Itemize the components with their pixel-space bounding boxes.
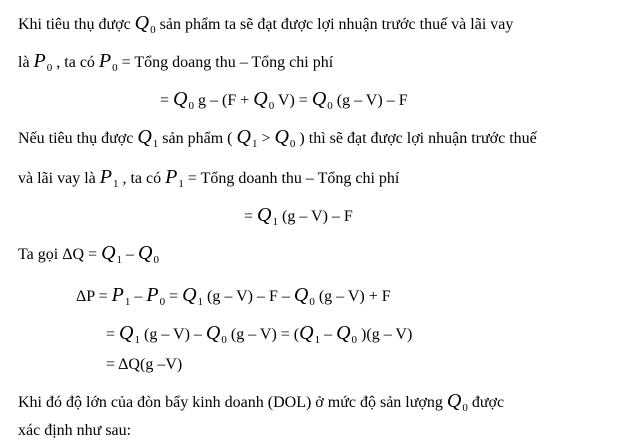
- math-var: Q: [446, 390, 462, 412]
- text: =: [106, 326, 120, 343]
- text: Khi đó độ lớn của đòn bẩy kinh doanh (DOL) ở mức độ sản lượng: [18, 394, 447, 411]
- math-var: Q: [293, 284, 309, 306]
- math-subscript: 0: [188, 100, 194, 112]
- math-subscript: 1: [314, 334, 321, 346]
- text: sản phẩm ta sẽ đạt được lợi nhuận trước thuế và lãi vay: [155, 16, 514, 33]
- text: >: [257, 130, 275, 147]
- math-subscript: 0: [462, 402, 468, 414]
- text: –: [320, 326, 337, 343]
- paragraph-line-5: [18, 242, 159, 267]
- paragraph-line-6: [18, 390, 504, 415]
- math-var: Q: [137, 126, 152, 148]
- math-subscript: 0: [112, 62, 118, 74]
- text: = ΔQ(g –V): [106, 356, 183, 373]
- math-var: P: [111, 284, 124, 306]
- text: =: [165, 288, 183, 305]
- text: (g – V) –: [139, 326, 206, 343]
- text: Ta gọi ΔQ =: [18, 246, 102, 263]
- math-subscript: 0: [327, 100, 333, 112]
- text: (g – V) – F –: [203, 288, 294, 305]
- math-var: Q: [299, 322, 314, 344]
- text: ) thì sẽ đạt được lợi nhuận trước thuế: [295, 130, 537, 147]
- math-var: Q: [101, 242, 116, 264]
- math-var: Q: [134, 12, 150, 34]
- math-subscript: 1: [272, 216, 278, 228]
- equation-line-5: [106, 354, 182, 376]
- math-subscript: 1: [178, 178, 184, 190]
- text: = Tổng doang thu – Tổng chi phí: [117, 54, 334, 71]
- math-subscript: 1: [251, 138, 258, 150]
- text: =: [244, 208, 258, 225]
- math-subscript: 0: [289, 138, 296, 150]
- text: ΔP =: [76, 288, 112, 305]
- math-var: Q: [236, 126, 251, 148]
- equation-line-3: [76, 284, 391, 309]
- math-subscript: 0: [268, 100, 275, 112]
- math-subscript: 0: [309, 296, 315, 308]
- text: –: [130, 288, 147, 305]
- text: )(g – V): [357, 326, 413, 343]
- math-var: Q: [253, 88, 268, 110]
- text: sản phẩm (: [158, 130, 237, 147]
- math-var: Q: [138, 242, 153, 264]
- math-subscript: 1: [197, 296, 204, 308]
- equation-line-1: [160, 88, 408, 113]
- math-var: Q: [336, 322, 351, 344]
- text: –: [122, 246, 139, 263]
- math-var: Q: [173, 88, 188, 110]
- text: (g – V) = (: [226, 326, 300, 343]
- math-subscript: 0: [221, 334, 227, 346]
- math-var: Q: [274, 126, 289, 148]
- math-subscript: 0: [150, 24, 156, 36]
- math-subscript: 0: [159, 296, 166, 308]
- paragraph-line-2: [18, 50, 333, 75]
- text: Khi tiêu thụ được: [18, 16, 135, 33]
- text: V) =: [274, 92, 312, 109]
- paragraph-line-3: [18, 126, 537, 151]
- math-subscript: 1: [112, 178, 119, 190]
- text: là: [18, 54, 34, 71]
- math-var: Q: [205, 322, 221, 344]
- math-var: P: [33, 50, 46, 72]
- text: (g – V) – F: [277, 208, 353, 225]
- text: , ta có: [118, 170, 166, 187]
- math-subscript: 0: [46, 62, 53, 74]
- paragraph-line-7: [18, 420, 131, 442]
- text: xác định như sau:: [18, 422, 132, 439]
- math-var: Q: [182, 284, 197, 306]
- text: được: [467, 394, 505, 411]
- math-subscript: 0: [351, 334, 358, 346]
- paragraph-line-1: [18, 12, 513, 37]
- math-subscript: 1: [134, 334, 140, 346]
- math-var: Q: [119, 322, 134, 344]
- math-var: Q: [257, 204, 272, 226]
- text: , ta có: [52, 54, 99, 71]
- math-var: P: [165, 166, 178, 188]
- paragraph-line-4: [18, 166, 399, 191]
- equation-line-2: [244, 204, 353, 229]
- text: và lãi vay là: [18, 170, 100, 187]
- math-var: Q: [311, 88, 327, 110]
- math-subscript: 1: [116, 254, 123, 266]
- math-var: P: [99, 166, 112, 188]
- text: (g – V) + F: [314, 288, 391, 305]
- math-subscript: 1: [124, 296, 131, 308]
- text: =: [160, 92, 174, 109]
- equation-line-4: [106, 322, 412, 347]
- math-subscript: 1: [152, 138, 159, 150]
- math-var: P: [98, 50, 112, 72]
- text: = Tổng doanh thu – Tổng chi phí: [183, 170, 400, 187]
- text: (g – V) – F: [332, 92, 408, 109]
- text: Nếu tiêu thụ được: [18, 130, 138, 147]
- text: g – (F +: [193, 92, 254, 109]
- math-subscript: 0: [153, 254, 159, 266]
- math-var: P: [146, 284, 159, 306]
